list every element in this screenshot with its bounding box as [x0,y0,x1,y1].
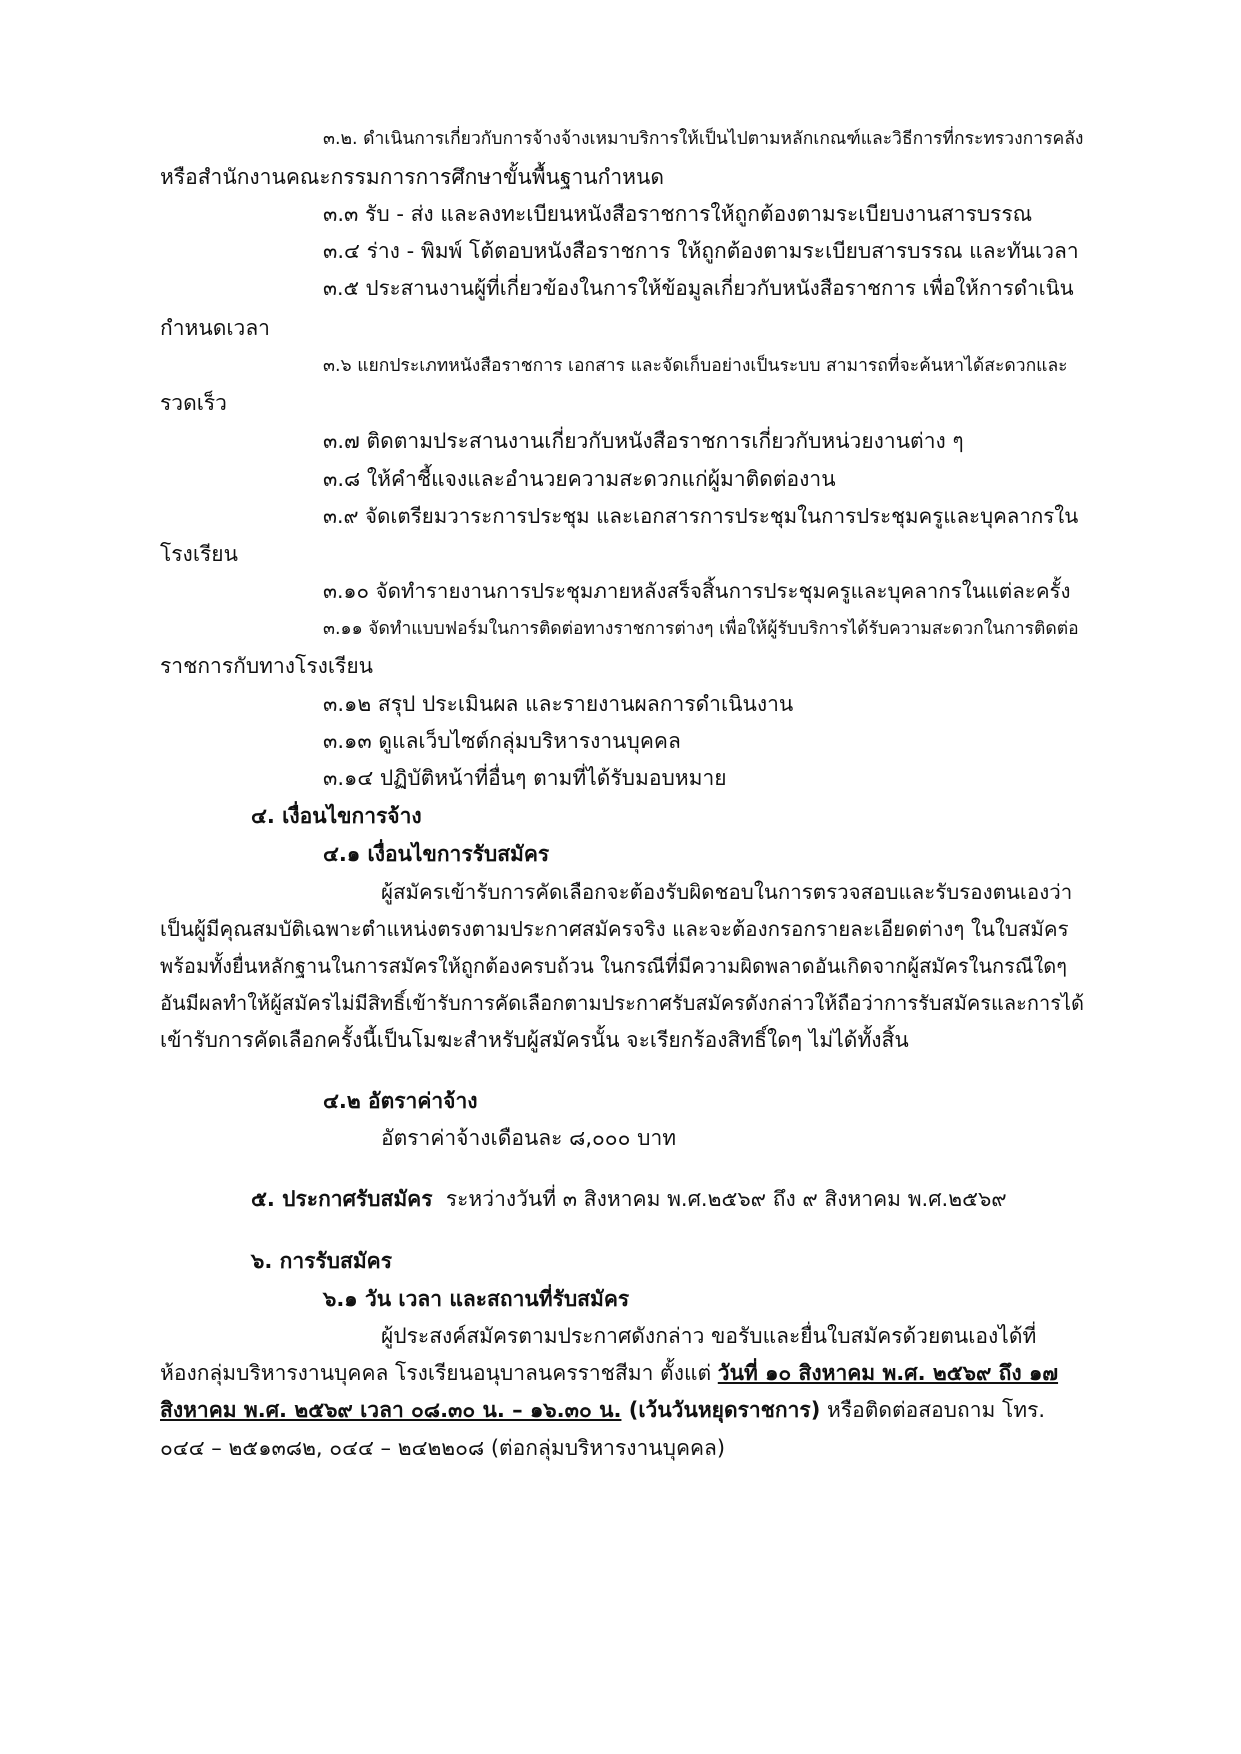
section-4-2-heading: ๔.๒ อัตราค่าจ้าง [323,1089,478,1113]
item-3-2-line1: ๓.๒. ดำเนินการเกี่ยวกับการจ้างจ้างเหมาบริการให้เป็นไปตามหลักเกณฑ์และวิธีการที่กระทรวงการคลัง [323,129,1084,149]
item-3-5-line1: ๓.๕ ประสานงานผู้ที่เกี่ยวข้องในการให้ข้อมูลเกี่ยวกับหนังสือราชการ เพื่อให้การดำเนิน [323,276,1074,300]
section-4-1-para-line5: เข้ารับการคัดเลือกครั้งนี้เป็นโมฆะสำหรับผู้สมัครนั้น จะเรียกร้องสิทธิ์ใดๆ ไม่ได้ทั้งสิ้น [160,1028,909,1052]
item-3-8: ๓.๘ ให้คำชี้แจงและอำนวยความสะดวกแก่ผู้มาติดต่องาน [323,467,836,491]
section-4-1-para-line4: อันมีผลทำให้ผู้สมัครไม่มีสิทธิ์เข้ารับการคัดเลือกตามประกาศรับสมัครดังกล่าวให้ถือว่าการรับสมัครและการได้ [160,991,1085,1015]
section-4-heading: ๔. เงื่อนไขการจ้าง [251,804,422,828]
section-6-1-heading: ๖.๑ วัน เวลา และสถานที่รับสมัคร [323,1287,630,1311]
section-6-heading: ๖. การรับสมัคร [251,1249,393,1273]
item-3-9-line2: โรงเรียน [160,542,238,566]
section-6-1-line1: ผู้ประสงค์สมัครตามประกาศดังกล่าว ขอรับและยื่นใบสมัครด้วยตนเองได้ที่ [381,1324,1037,1348]
contact-prompt: หรือติดต่อสอบถาม โทร. [820,1398,1046,1422]
item-3-11-line1: ๓.๑๑ จัดทำแบบฟอร์มในการติดต่อทางราชการต่างๆ เพื่อให้ผู้รับบริการได้รับความสะดวกในการติดต่อ [323,619,1079,639]
date-time-range: สิงหาคม พ.ศ. ๒๕๖๙ เวลา ๐๘.๓๐ น. – ๑๖.๓๐ น. [160,1398,622,1422]
date-range-start: วันที่ ๑๐ สิงหาคม พ.ศ. ๒๕๖๙ ถึง ๑๗ [717,1361,1059,1385]
item-3-10: ๓.๑๐ จัดทำรายงานการประชุมภายหลังสร็จสิ้นการประชุมครูและบุคลากรในแต่ละครั้ง [323,579,1071,603]
section-6-1-line2 [160,1355,1058,1392]
holiday-note: (เว้นวันหยุดราชการ) [621,1398,821,1422]
section-4-1-para-line3: พร้อมทั้งยื่นหลักฐานในการสมัครให้ถูกต้องครบถ้วน ในกรณีที่มีความผิดพลาดอันเกิดจากผู้สมัครในกรณีใดๆ [160,954,1067,978]
wage-text: อัตราค่าจ้างเดือนละ ๘,๐๐๐ บาท [381,1126,677,1150]
item-3-4: ๓.๔ ร่าง - พิมพ์ โต้ตอบหนังสือราชการ ให้ถูกต้องตามระเบียบสารบรรณ และทันเวลา [323,239,1079,263]
item-3-6-line2: รวดเร็ว [160,391,227,415]
section-4-1-heading: ๔.๑ เงื่อนไขการรับสมัคร [323,842,550,866]
item-3-11-line2: ราชการกับทางโรงเรียน [160,654,373,678]
item-3-13: ๓.๑๓ ดูแลเว็บไซต์กลุ่มบริหารงานบุคคล [323,729,681,753]
location-text: ห้องกลุ่มบริหารงานบุคคล โรงเรียนอนุบาลนครราชสีมา ตั้งแต่ [160,1361,718,1385]
item-3-7: ๓.๗ ติดตามประสานงานเกี่ยวกับหนังสือราชการเกี่ยวกับหน่วยงานต่าง ๆ [323,429,964,453]
item-3-5-line2: กำหนดเวลา [160,316,270,340]
section-5-line [251,1181,1007,1218]
item-3-12: ๓.๑๒ สรุป ประเมินผล และรายงานผลการดำเนินงาน [323,692,794,716]
section-6-1-line3 [160,1392,1045,1429]
item-3-6-line1: ๓.๖ แยกประเภทหนังสือราชการ เอกสาร และจัดเก็บอย่างเป็นระบบ สามารถที่จะค้นหาได้สะดวกและ [323,356,1068,376]
section-4-1-para-line1: ผู้สมัครเข้ารับการคัดเลือกจะต้องรับผิดชอบในการตรวจสอบและรับรองตนเองว่า [381,880,1073,904]
item-3-2-line2: หรือสำนักงานคณะกรรมการการศึกษาขั้นพื้นฐานกำหนด [160,165,664,189]
item-3-3: ๓.๓ รับ - ส่ง และลงทะเบียนหนังสือราชการให้ถูกต้องตามระเบียบงานสารบรรณ [323,202,1033,226]
item-3-9-line1: ๓.๙ จัดเตรียมวาระการประชุม และเอกสารการประชุมในการประชุมครูและบุคลากรใน [323,504,1079,528]
section-5-text: ระหว่างวันที่ ๓ สิงหาคม พ.ศ.๒๕๖๙ ถึง ๙ สิงหาคม พ.ศ.๒๕๖๙ [445,1187,1007,1211]
phone-numbers: ๐๔๔ – ๒๕๑๓๘๒, ๐๔๔ – ๒๔๒๒๐๘ (ต่อกลุ่มบริหารงานบุคคล) [160,1436,726,1460]
item-3-14: ๓.๑๔ ปฏิบัติหน้าที่อื่นๆ ตามที่ได้รับมอบหมาย [323,766,727,790]
section-5-heading: ๕. ประกาศรับสมัคร [251,1187,433,1211]
section-4-1-para-line2: เป็นผู้มีคุณสมบัติเฉพาะตำแหน่งตรงตามประกาศสมัครจริง และจะต้องกรอกรายละเอียดต่างๆ ในใบสมัคร [160,917,1069,941]
